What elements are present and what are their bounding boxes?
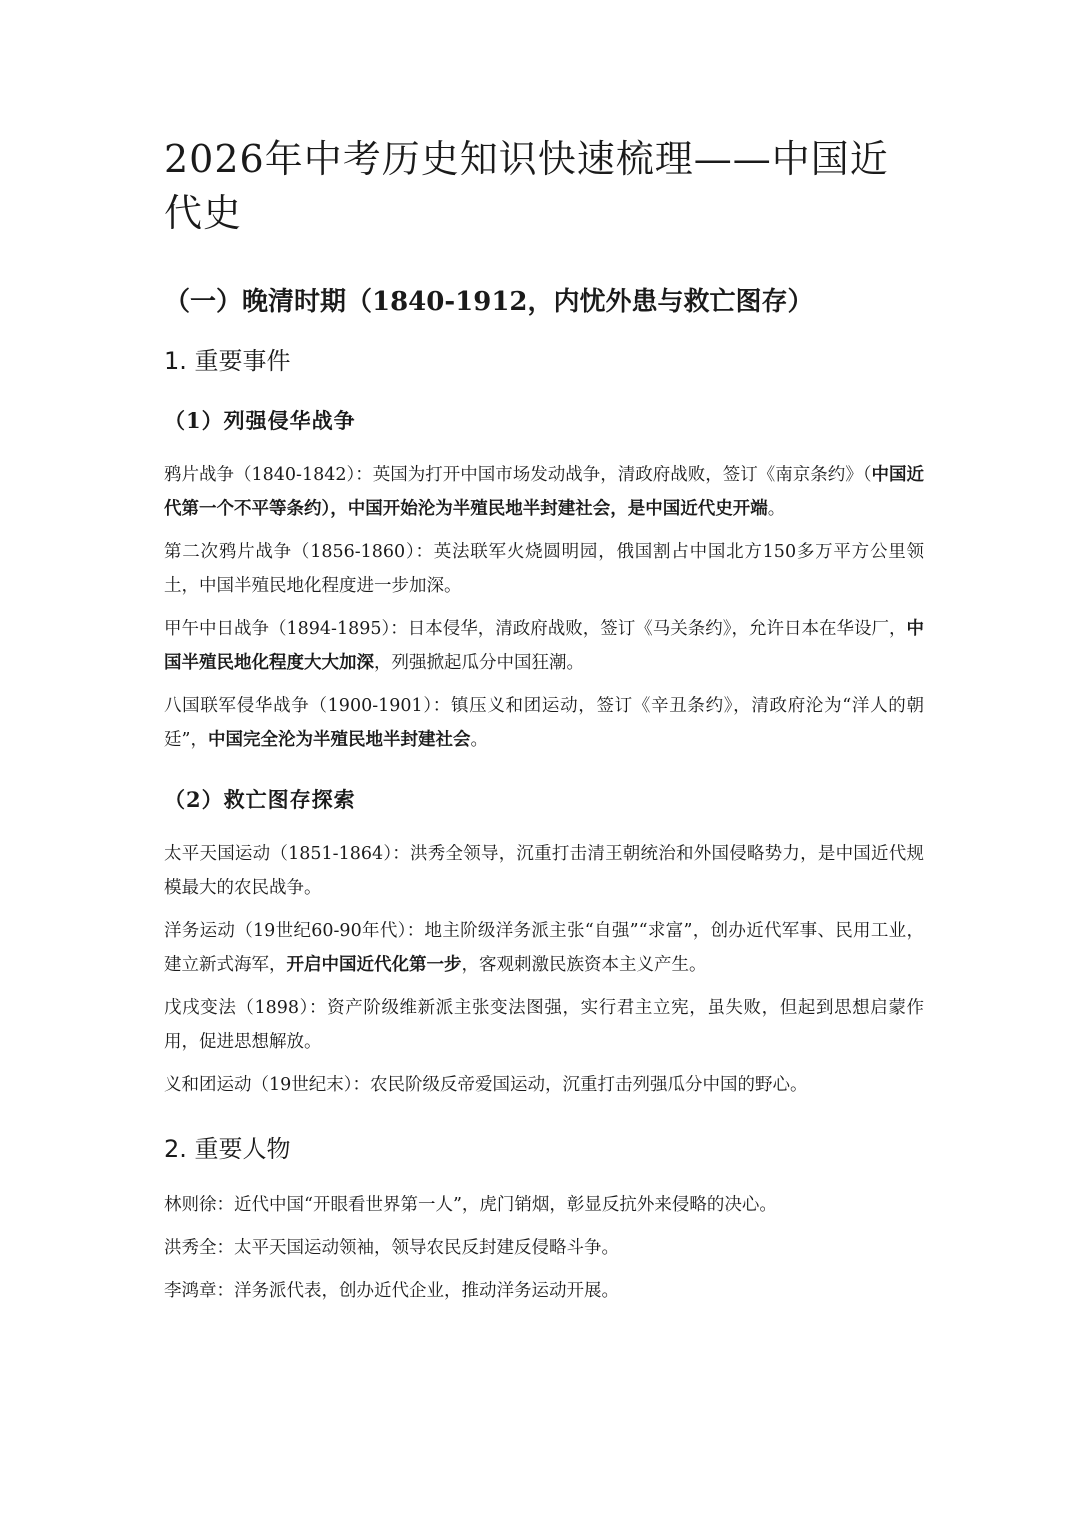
part-heading-important-figures: 2. 重要人物 [164, 1135, 291, 1163]
event-text: 洋务运动（19世纪60-90年代）：地主阶级洋务派主张“自强”“求富”，创办近代军事、民用工业，建立新式海军， [164, 921, 924, 975]
event-text: 八国联军侵华战争（1900-1901）：镇压义和团运动，签订《辛丑条约》，清政府沦为“洋人的朝廷”， [164, 696, 924, 750]
event-paragraph [164, 612, 924, 680]
event-paragraph [164, 535, 924, 603]
event-text: 甲午中日战争（1894-1895）：日本侵华，清政府战败，签订《马关条约》，允许日本在华设厂， [164, 619, 907, 639]
event-paragraph [164, 458, 924, 526]
event-text: 鸦片战争（1840-1842）：英国为打开中国市场发动战争，清政府战败，签订《南京条约》（ [164, 465, 872, 485]
document-title: 2026年中考历史知识快速梳理——中国近代史 [164, 137, 889, 235]
event-paragraph [164, 1068, 924, 1102]
event-text: 义和团运动（19世纪末）：农民阶级反帝爱国运动，沉重打击列强瓜分中国的野心。 [164, 1075, 808, 1095]
event-text-tail: ，客观刺激民族资本主义产生。 [461, 955, 707, 975]
event-paragraph [164, 914, 924, 982]
group-heading-national-salvation: （2）救亡图存探索 [164, 787, 356, 812]
event-paragraph [164, 837, 924, 905]
event-text: 太平天国运动（1851-1864）：洪秀全领导，沉重打击清王朝统治和外国侵略势力，是中国近代规模最大的农民战争。 [164, 844, 924, 898]
figure-paragraph-hong-xiuquan: 洪秀全：太平天国运动领袖，领导农民反封建反侵略斗争。 [164, 1238, 619, 1258]
event-highlight: 中国半殖民地化程度大大加深 [164, 619, 924, 673]
figure-paragraph-lin-zexu: 林则徐：近代中国“开眼看世界第一人”，虎门销烟，彰显反抗外来侵略的决心。 [164, 1195, 777, 1215]
document-content [164, 132, 924, 1308]
event-highlight: 开启中国近代化第一步 [286, 955, 462, 975]
event-text-tail: 。 [470, 730, 488, 750]
group-heading-foreign-invasions: （1）列强侵华战争 [164, 408, 356, 433]
figure-paragraph-li-hongzhang: 李鸿章：洋务派代表，创办近代企业，推动洋务运动开展。 [164, 1281, 619, 1301]
event-highlight: 中国近代第一个不平等条约），中国开始沦为半殖民地半封建社会，是中国近代史开端 [164, 465, 925, 519]
section-heading-late-qing: （一）晚清时期（1840-1912，内忧外患与救亡图存） [164, 287, 814, 317]
event-text-tail: ，列强掀起瓜分中国狂潮。 [374, 653, 584, 673]
event-text-tail: 。 [767, 499, 786, 519]
event-paragraph [164, 689, 924, 757]
event-text: 第二次鸦片战争（1856-1860）：英法联军火烧圆明园，俄国割占中国北方150多万平方公里领土，中国半殖民地化程度进一步加深。 [164, 542, 924, 596]
part-heading-important-events: 1. 重要事件 [164, 347, 291, 375]
event-text: 戊戌变法（1898）：资产阶级维新派主张变法图强，实行君主立宪，虽失败，但起到思想启蒙作用，促进思想解放。 [164, 998, 924, 1052]
event-paragraph [164, 991, 924, 1059]
event-highlight: 中国完全沦为半殖民地半封建社会 [207, 730, 471, 750]
